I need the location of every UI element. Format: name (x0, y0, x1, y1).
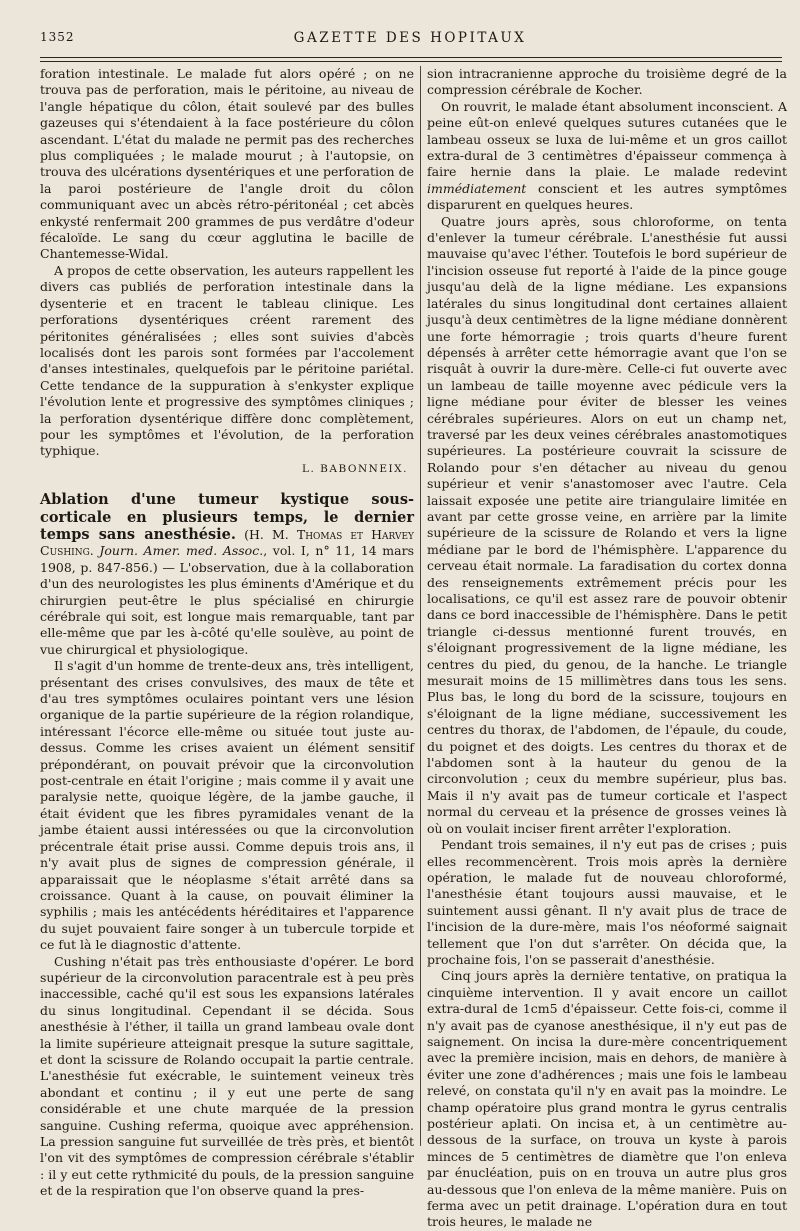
citation-text: , vol. I, n° 11, 14 mars 1908, p. 847-856.) — L'observation, due à la collaboration d'un des neurologistes les plus éminents d'Amérique et du chirurgien peut-être le plus spécialisé en chirurgie cérébrale qui soit, est longue mais remarquable, tant par elle-même que par les à-côté qu'elle soulève, au point de vue chirurgical et physiologique. (40, 543, 414, 657)
citation-text: . (89, 543, 100, 559)
paragraph: sion intracranienne approche du troisième degré de la compression cérébrale de Kocher. (427, 66, 787, 98)
emphasis: immédiatement (427, 180, 527, 196)
paragraph (427, 99, 787, 214)
author-signature: L. BABONNEIX. (302, 462, 408, 475)
page-number: 1352 (40, 30, 75, 44)
paragraph: Cinq jours après la dernière tentative, on pratiqua la cinquième intervention. Il y avait encore un caillot extra-dural de 1cm5 d'épaisseur. Cette fois-ci, comme il n'y avait pas de cyanose anesthésique, il n'y eut pas de saignement. On incisa la dure-mère concentriquement avec la première incision, mais en dehors, de manière à éviter une zone d'adhérences ; mais une fois le lambeau relevé, on constata qu'il n'y en avait pas la moindre. Le champ opératoire plus grand montra le gyrus centralis postérieur aplati. On incisa et, à un centimètre au-dessous de la surface, on trouva un kyste à parois minces de 5 centimètres de diamètre que l'on enleva par énucléation, puis on en trouva un autre plus gros au-dessous que l'on enleva de la même manière. Puis on ferma avec un petit drainage. L'opération dura en tout trois heures, le malade ne (427, 968, 787, 1230)
paragraph: Pendant trois semaines, il n'y eut pas de crises ; puis elles recommencèrent. Trois mois après la dernière opération, le malade fut de nouveau chloroformé, l'anesthésie étant toujours aussi mauvaise, et le suintement aussi gênant. Il n'y avait plus de trace de l'incision de la dure-mère, mais l'os néoformé saignait tellement que l'on dut s'arrêter. On décida que, la prochaine fois, l'on se passerait d'anesthésie. (427, 837, 787, 967)
left-column (40, 66, 414, 1199)
header-rule (40, 57, 782, 58)
citation-authors: Thomas et Harvey Cushing (40, 526, 414, 559)
paragraph: A propos de cette observation, les auteurs rappellent les divers cas publiés de perforation intestinale dans la dysenterie et en tracent le tableau clinique. Les perforations dysentériques créent rarement des péritonites généralisées ; elles sont suivies d'abcès localisés dont les parois sont formées par l'accolement d'anses intestinales, quelquefois par le péritoine pariétal. Cette tendance de la suppuration à s'enkyster explique l'évolution lente et progressive des symptômes cliniques ; la perforation dysentérique diffère donc complètement, pour les symptômes et l'évolution, de la perforation typhique. (40, 262, 414, 459)
citation-text: (H. M. (244, 526, 297, 542)
paragraph: Quatre jours après, sous chloroforme, on tenta d'enlever la tumeur cérébrale. L'anesthésie fut aussi mauvaise qu'avec l'éther. Toutefois le bord supérieur de l'incision osseuse fut reporté à l'aide de la pince gouge jusqu'au delà de la ligne médiane. Les expansions latérales du sinus longitudinal dont certaines allaient jusqu'à deux centimètres de la ligne médiane donnèrent une forte hémorragie ; trois quarts d'heure furent dépensés à arrêter cette hémorragie avant que l'on se risquât à ouvrir la dure-mère. Celle-ci fut ouverte avec un lambeau de taille moyenne avec pédicule vers la ligne médiane pour éviter de blesser les veines cérébrales supérieures. Alors on eut un champ net, traversé par les deux veines cérébrales anastomotiques supérieures. La postérieure couvrait la scissure de Rolando pour s'en détacher au niveau du genou supérieur et venir s'anastomoser avec l'autre. Cela laissait exposée une petite aire triangulaire limitée en avant par cette grosse veine, en arrière par la limite supérieure de la scissure de Rolando et vers la ligne médiane par le bord de l'hémisphère. L'apparence du cerveau était normale. La faradisation du cortex donna des renseignements extrêmement précis pour les localisations, ce qu'il est assez rare de pouvoir obtenir dans ce bord inaccessible de l'hémisphère. Dans le petit triangle ci-dessus mentionné furent trouvés, en s'éloignant progressivement de la ligne médiane, les centres du pied, du genou, de la hanche. Le triangle mesurait moins de 15 millimètres dans tous les sens. Plus bas, le long du bord de la scissure, toujours en s'éloignant de la ligne médiane, successivement les centres du thorax, de l'abdomen, de l'épaule, du coude, du poignet et des doigts. Les centres du thorax et de l'abdomen sont à la hauteur du genou de la circonvolution ; ceux du membre supérieur, plus bas. Mais il n'y avait pas de tumeur corticale et l'aspect normal du cerveau et la présence de grosses veines là où on voulait inciser firent arrêter l'exploration. (427, 213, 787, 836)
page-header (40, 30, 780, 50)
right-column (427, 66, 787, 1230)
text-run: conscient et les autres symptômes disparurent en quelques heures. (427, 180, 787, 213)
header-rule-thin (40, 61, 782, 62)
paragraph: Il s'agit d'un homme de trente-deux ans, très intelligent, présentant des crises convulsives, des maux de tête et d'au tres symptômes oculaires pointant vers une lésion organique de la partie supérieure de la région rolandique, intéressant l'écorce elle-même ou située tout juste au-dessus. Comme les crises avaient un élément sensitif prépondérant, on pouvait prévoir que la circonvolution post-centrale en était l'origine ; mais comme il y avait une paralysie nette, quoique légère, de la jambe gauche, il était évident que les fibres pyramidales venant de la jambe étaient aussi intéressées ou que la circonvolution précentrale était prise aussi. Comme depuis trois ans, il n'y avait plus de signes de compression générale, il apparaissait que le néoplasme s'était arrêté dans sa croissance. Quant à la cause, on pouvait éliminer la syphilis ; mais les antécédents héréditaires et l'apparence du sujet pouvaient faire songer à un tubercule torpide et ce fut là le diagnostic d'attente. (40, 658, 414, 953)
running-head: GAZETTE DES HOPITAUX (293, 30, 527, 46)
column-divider (420, 66, 421, 1146)
citation-journal: Journ. Amer. med. Assoc. (99, 543, 264, 559)
article-title: Ablation d'une tumeur kystique sous-corticale en plusieurs temps, le dernier temps sans anesthésie. (40, 491, 414, 543)
paragraph: Cushing n'était pas très enthousiaste d'opérer. Le bord supérieur de la circonvolution paracentrale est à peu près inaccessible, caché qu'il est sous les expansions latérales du sinus longitudinal. Cependant il se décida. Sous anesthésie à l'éther, il tailla un grand lambeau ovale dont la limite supérieure atteignait presque la suture sagittale, et dont la scissure de Rolando occupait la partie centrale. L'anesthésie fut exécrable, le suintement veineux très abondant et continu ; il y eut une perte de sang considérable et une chute marquée de la pression sanguine. Cushing referma, quoique avec appréhension. La pression sanguine fut surveillée de très près, et bientôt l'on vit des symptômes de compression cérébrale s'établir : il y eut cette rythmicité du pouls, de la pression sanguine et de la respiration que l'on observe quand la pres- (40, 953, 414, 1199)
paragraph: foration intestinale. Le malade fut alors opéré ; on ne trouva pas de perforation, mais le péritoine, au niveau de l'angle hépatique du côlon, était soulevé par des bulles gazeuses qui s'étendaient à la face postérieure du côlon ascendant. L'état du malade ne permit pas des recherches plus compliquées ; le malade mourut ; à l'autopsie, on trouva des ulcérations dysentériques et une perforation de la paroi postérieure de l'angle droit du côlon communiquant avec un abcès rétro-péritonéal ; cet abcès enkysté renfermait 200 grammes de pus verdâtre d'odeur fécaloïde. Le sang du cœur agglutina le bacille de Chantemesse-Widal. (40, 66, 414, 262)
text-run: On rouvrit, le malade étant absolument inconscient. A peine eût-on enlevé quelques sutures cutanées que le lambeau osseux se luxa de lui-même et un gros caillot extra-dural de 3 centimètres d'épaisseur commença à faire hernie dans la plaie. Le malade redevint (427, 98, 787, 180)
